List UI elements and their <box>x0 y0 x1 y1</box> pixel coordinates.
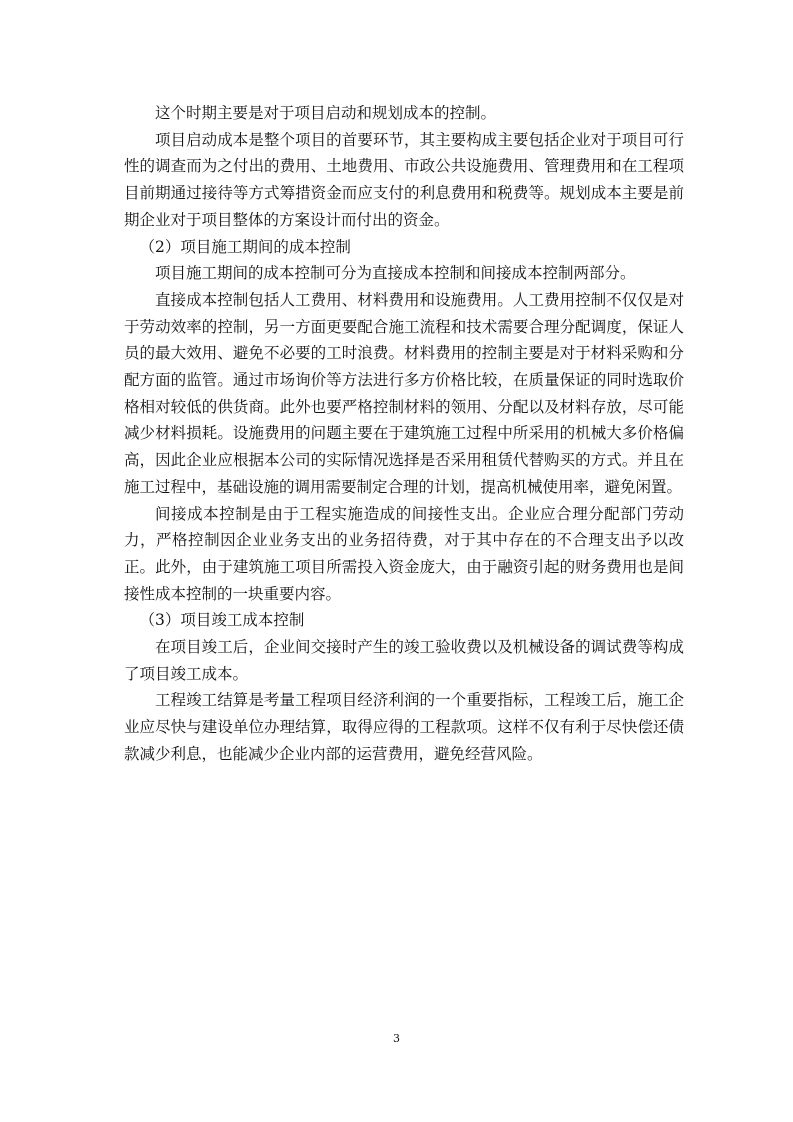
paragraph-startup-cost: 项目启动成本是整个项目的首要环节，其主要构成主要包括企业对于项目可行性的调查而为之付出的费用、土地费用、市政公共设施费用、管理费用和在工程项目前期通过接待等方式筹措资金而应支付的利息费用和税费等。规划成本主要是前期企业对于项目整体的方案设计而付出的资金。 <box>124 130 684 229</box>
section-heading-completion: （3）项目竣工成本控制 <box>139 611 305 630</box>
paragraph-direct-cost: 直接成本控制包括人工费用、材料费用和设施费用。人工费用控制不仅仅是对于劳动效率的控制，另一方面更要配合施工流程和技术需要合理分配调度，保证人员的最大效用、避免不必要的工时浪费。材料费用的控制主要是对于材料采购和分配方面的监管。通过市场询价等方法进行多方价格比较，在质量保证的同时选取价格相对较低的供货商。此外也要严格控制材料的领用、分配以及材料存放，尽可能减少材料损耗。设施费用的问题主要在于建筑施工过程中所采用的机械大多价格偏高，因此企业应根据本公司的实际情况选择是否采用租赁代替购买的方式。并且在施工过程中，基础设施的调用需要制定合理的计划，提高机械使用率，避免闲置。 <box>124 290 684 496</box>
paragraph-intro: 这个时期主要是对于项目启动和规划成本的控制。 <box>155 104 497 122</box>
page-number: 3 <box>393 1032 400 1045</box>
paragraph-indirect-cost: 间接成本控制是由于工程实施造成的间接性支出。企业应合理分配部门劳动力，严格控制因企业业务支出的业务招待费，对于其中存在的不合理支出予以改正。此外，由于建筑施工项目所需投入资金庞大，由于融资引起的财务费用也是间接性成本控制的一块重要内容。 <box>124 504 684 603</box>
section-heading-construction: （2）项目施工期间的成本控制 <box>139 237 351 256</box>
paragraph-construction-overview: 项目施工期间的成本控制可分为直接成本控制和间接成本控制两部分。 <box>155 264 636 283</box>
paragraph-settlement: 工程竣工结算是考量工程项目经济利润的一个重要指标，工程竣工后，施工企业应尽快与建设单位办理结算，取得应得的工程款项。这样不仅有利于尽快偿还债款减少利息，也能减少企业内部的运营费用，避免经营风险。 <box>124 691 684 763</box>
document-body <box>124 100 684 768</box>
paragraph-completion-cost: 在项目竣工后，企业间交接时产生的竣工验收费以及机械设备的调试费等构成了项目竣工成本。 <box>124 638 684 683</box>
